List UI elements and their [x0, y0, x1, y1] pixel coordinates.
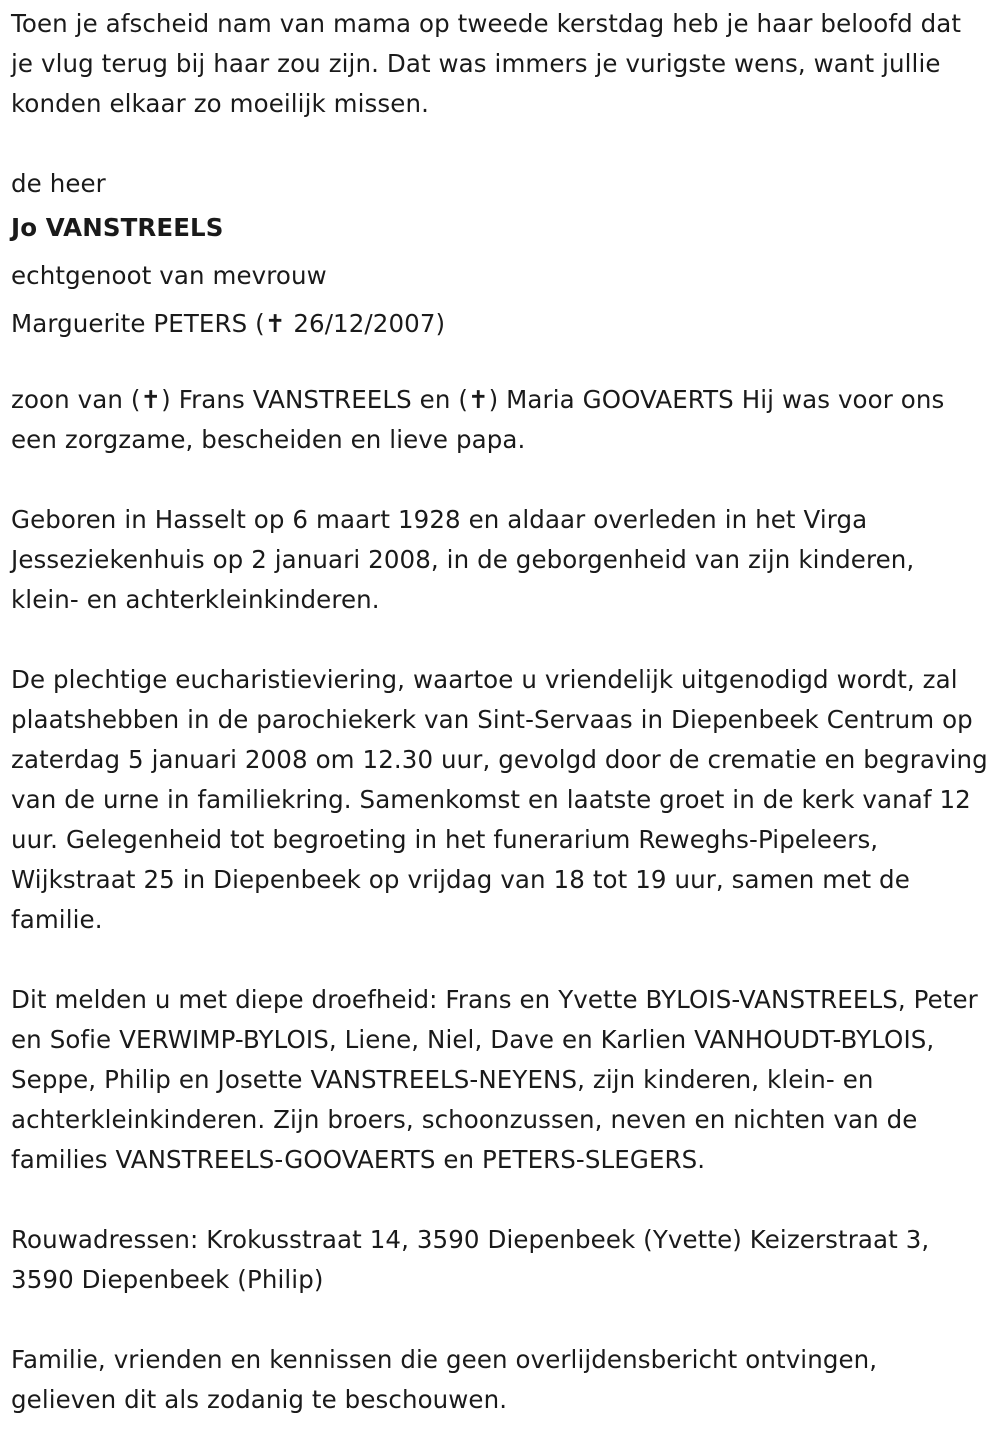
intro-paragraph: Toen je afscheid nam van mama op tweede kerstdag heb je haar beloofd dat je vlug terug bij haar zou zijn. Dat was immers je vurigste wens, want jullie konden elkaar zo moeilijk missen. — [11, 9, 962, 118]
spacer — [11, 940, 990, 980]
birth-death-paragraph: Geboren in Hasselt op 6 maart 1928 en aldaar overleden in het Virga Jesseziekenhuis op 2 januari 2008, in de geborgenheid van zijn kinderen, klein- en achterkleinkinderen. — [11, 505, 915, 614]
family-paragraph: Dit melden u met diepe droefheid: Frans en Yvette BYLOIS-VANSTREELS, Peter en Sofie VERWIMP-BYLOIS, Liene, Niel, Dave en Karlien VANHOUDT-BYLOIS, Seppe, Philip en Josette VANSTREELS-NEYENS, zijn kinderen, klein- en achterkleinkinderen. Zijn broers, schoonzussen, neven en nichten van de families VANSTREELS-GOOVAERTS en PETERS-SLEGERS. — [11, 985, 978, 1174]
closing-paragraph: Familie, vrienden en kennissen die geen overlijdensbericht ontvingen, gelieven dit als zodanig te beschouwen. — [11, 1345, 878, 1414]
spacer — [11, 1180, 990, 1220]
spouse-name: Marguerite PETERS (✝ 26/12/2007) — [11, 309, 446, 338]
spouse-intro: echtgenoot van mevrouw — [11, 261, 327, 290]
ceremony-paragraph: De plechtige eucharistieviering, waartoe u vriendelijk uitgenodigd wordt, zal plaatshebben in de parochiekerk van Sint-Servaas in Diepenbeek Centrum op zaterdag 5 januari 2008 om 12.30 uur, gevolgd door de crematie en begraving van de urne in familiekring. Samenkomst en laatste groet in de kerk vanaf 12 uur. Gelegenheid tot begroeting in het funerarium Reweghs-Pipeleers, Wijkstraat 25 in Diepenbeek op vrijdag van 18 tot 19 uur, samen met de familie. — [11, 665, 988, 934]
spacer — [11, 620, 990, 660]
salutation: de heer — [11, 169, 106, 198]
addresses-paragraph: Rouwadressen: Krokusstraat 14, 3590 Diepenbeek (Yvette) Keizerstraat 3, 3590 Diepenbeek (Philip) — [11, 1225, 930, 1294]
deceased-name: Jo VANSTREELS — [11, 213, 224, 242]
parents-paragraph: zoon van (✝) Frans VANSTREELS en (✝) Maria GOOVAERTS Hij was voor ons een zorgzame, bescheiden en lieve papa. — [11, 385, 945, 454]
spacer — [11, 124, 990, 164]
spacer — [11, 1300, 990, 1340]
spacer — [11, 460, 990, 500]
spacer — [11, 348, 990, 380]
